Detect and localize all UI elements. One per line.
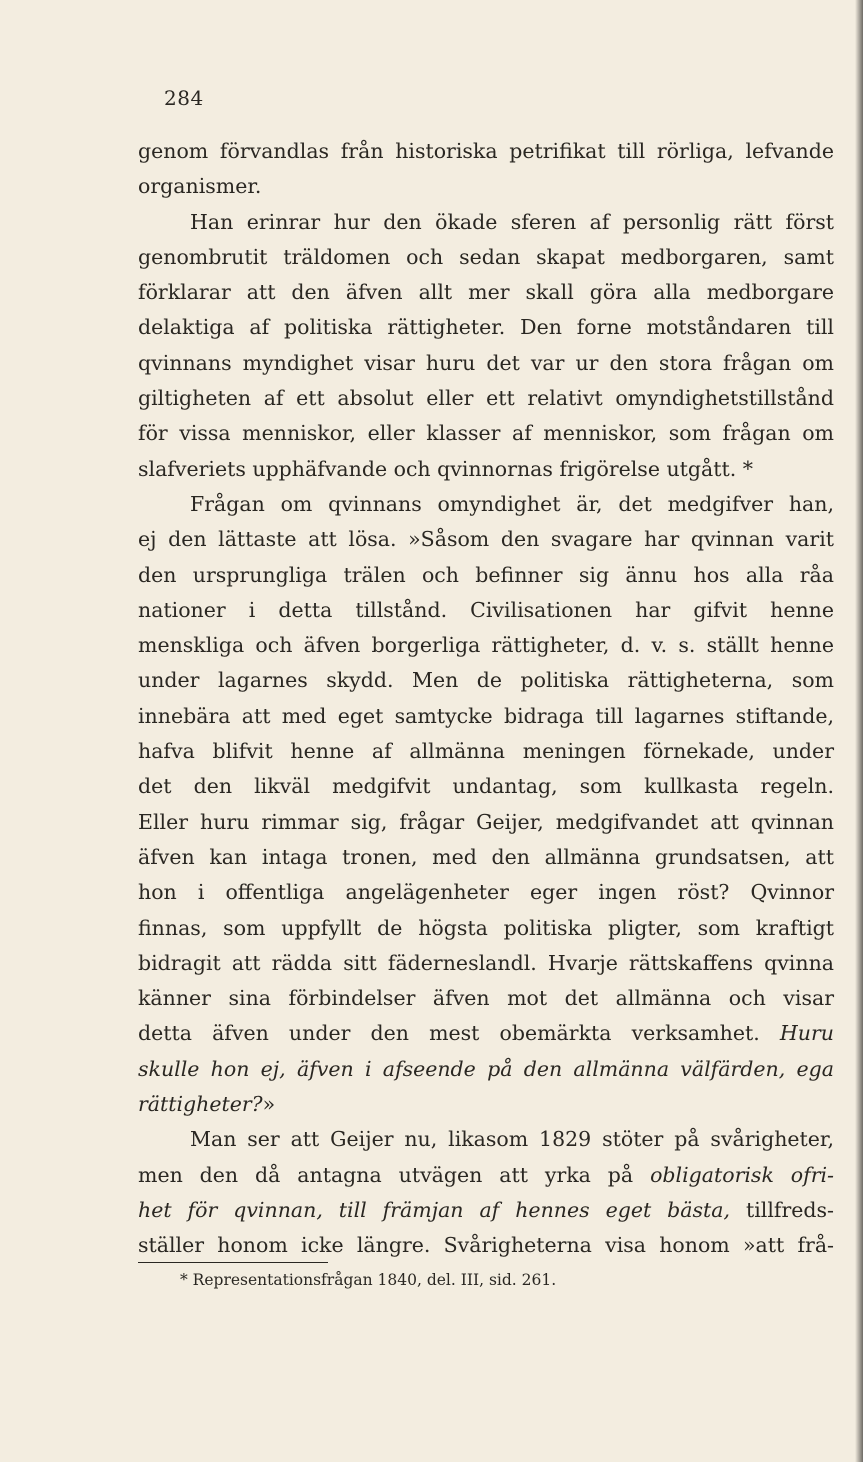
text-run: tillfreds- bbox=[745, 1197, 834, 1222]
text-line: äfven kan intaga tronen, med den allmänna grundsatsen, att bbox=[138, 844, 834, 869]
text-line: genombrutit träldomen och sedan skapat medborgaren, samt bbox=[138, 244, 834, 269]
text-line: Han erinrar hur den ökade sferen af personlig rätt först bbox=[190, 209, 834, 234]
footnote: * Representationsfrågan 1840, del. III, sid. 261. bbox=[180, 1271, 557, 1289]
text-line: Man ser att Geijer nu, likasom 1829 stöter på svårigheter, bbox=[190, 1127, 834, 1152]
text-line: giltigheten af ett absolut eller ett relativt omyndighetstillstånd bbox=[138, 386, 834, 411]
italic-run: het för qvinnan, till främjan af hennes eget bästa, bbox=[138, 1197, 731, 1222]
text-line: känner sina förbindelser äfven mot det allmänna och visar bbox=[138, 986, 834, 1011]
text-line: hafva blifvit henne af allmänna meningen förnekade, under bbox=[138, 739, 834, 764]
italic-run: Huru bbox=[779, 1021, 834, 1046]
italic-run: rättigheter? bbox=[138, 1092, 263, 1117]
text-line: finnas, som uppfyllt de högsta politiska pligter, som kraftigt bbox=[138, 915, 834, 940]
text-line: bidragit att rädda sitt fäderneslandl. Hvarje rättskaffens qvinna bbox=[138, 950, 834, 975]
text-line: förklarar att den äfven allt mer skall göra alla medborgare bbox=[138, 280, 834, 305]
text-line: det den likväl medgifvit undantag, som kullkasta regeln. bbox=[138, 774, 834, 799]
text-line: nationer i detta tillstånd. Civilisationen har gifvit henne bbox=[138, 597, 834, 622]
text-line: genom förvandlas från historiska petrifikat till rörliga, lefvande bbox=[138, 139, 834, 163]
page-edge-shadow bbox=[855, 0, 863, 1462]
text-line: den ursprungliga trälen och befinner sig ännu hos alla råa bbox=[138, 562, 834, 587]
text-line: under lagarnes skydd. Men de politiska rättigheterna, som bbox=[138, 668, 834, 693]
text-run: men den då antagna utvägen att yrka på bbox=[138, 1162, 634, 1187]
text-line: menskliga och äfven borgerliga rättigheter, d. v. s. ställt henne bbox=[138, 633, 834, 658]
text-line bbox=[138, 1052, 834, 1087]
text-line: för vissa menniskor, eller klasser af menniskor, som frågan om bbox=[138, 421, 834, 446]
text-line: ställer honom icke längre. Svårigheterna visa honom »att frå- bbox=[138, 1233, 834, 1258]
italic-run: skulle hon ej, äfven i afseende på den allmänna välfärden, ega bbox=[138, 1056, 834, 1081]
text-line: qvinnans myndighet visar huru det var ur den stora frågan om bbox=[138, 350, 834, 375]
text-line bbox=[138, 1193, 834, 1228]
text-run: » bbox=[262, 1092, 276, 1117]
text-line: organismer. bbox=[138, 174, 262, 199]
text-line: innebära att med eget samtycke bidraga till lagarnes stiftande, bbox=[138, 703, 834, 728]
text-line: hon i offentliga angelägenheter eger ingen röst? Qvinnor bbox=[138, 880, 834, 905]
footnote-rule bbox=[138, 1262, 328, 1263]
body-text bbox=[138, 134, 834, 1264]
text-line: ej den lättaste att lösa. »Såsom den svagare har qvinnan varit bbox=[138, 527, 834, 552]
italic-run: obligatorisk ofri- bbox=[650, 1162, 834, 1187]
text-run: detta äfven under den mest obemärkta verksamhet. bbox=[138, 1021, 760, 1046]
text-line: slafveriets upphäfvande och qvinnornas frigörelse utgått. * bbox=[138, 456, 754, 481]
text-line bbox=[138, 1087, 834, 1122]
text-line: delaktiga af politiska rättigheter. Den forne motståndaren till bbox=[138, 315, 834, 340]
text-line bbox=[138, 1158, 834, 1193]
text-line: Eller huru rimmar sig, frågar Geijer, medgifvandet att qvinnan bbox=[138, 809, 834, 834]
page-number: 284 bbox=[164, 86, 204, 110]
text-line bbox=[138, 1016, 834, 1051]
text-line: Frågan om qvinnans omyndighet är, det medgifver han, bbox=[190, 491, 834, 516]
